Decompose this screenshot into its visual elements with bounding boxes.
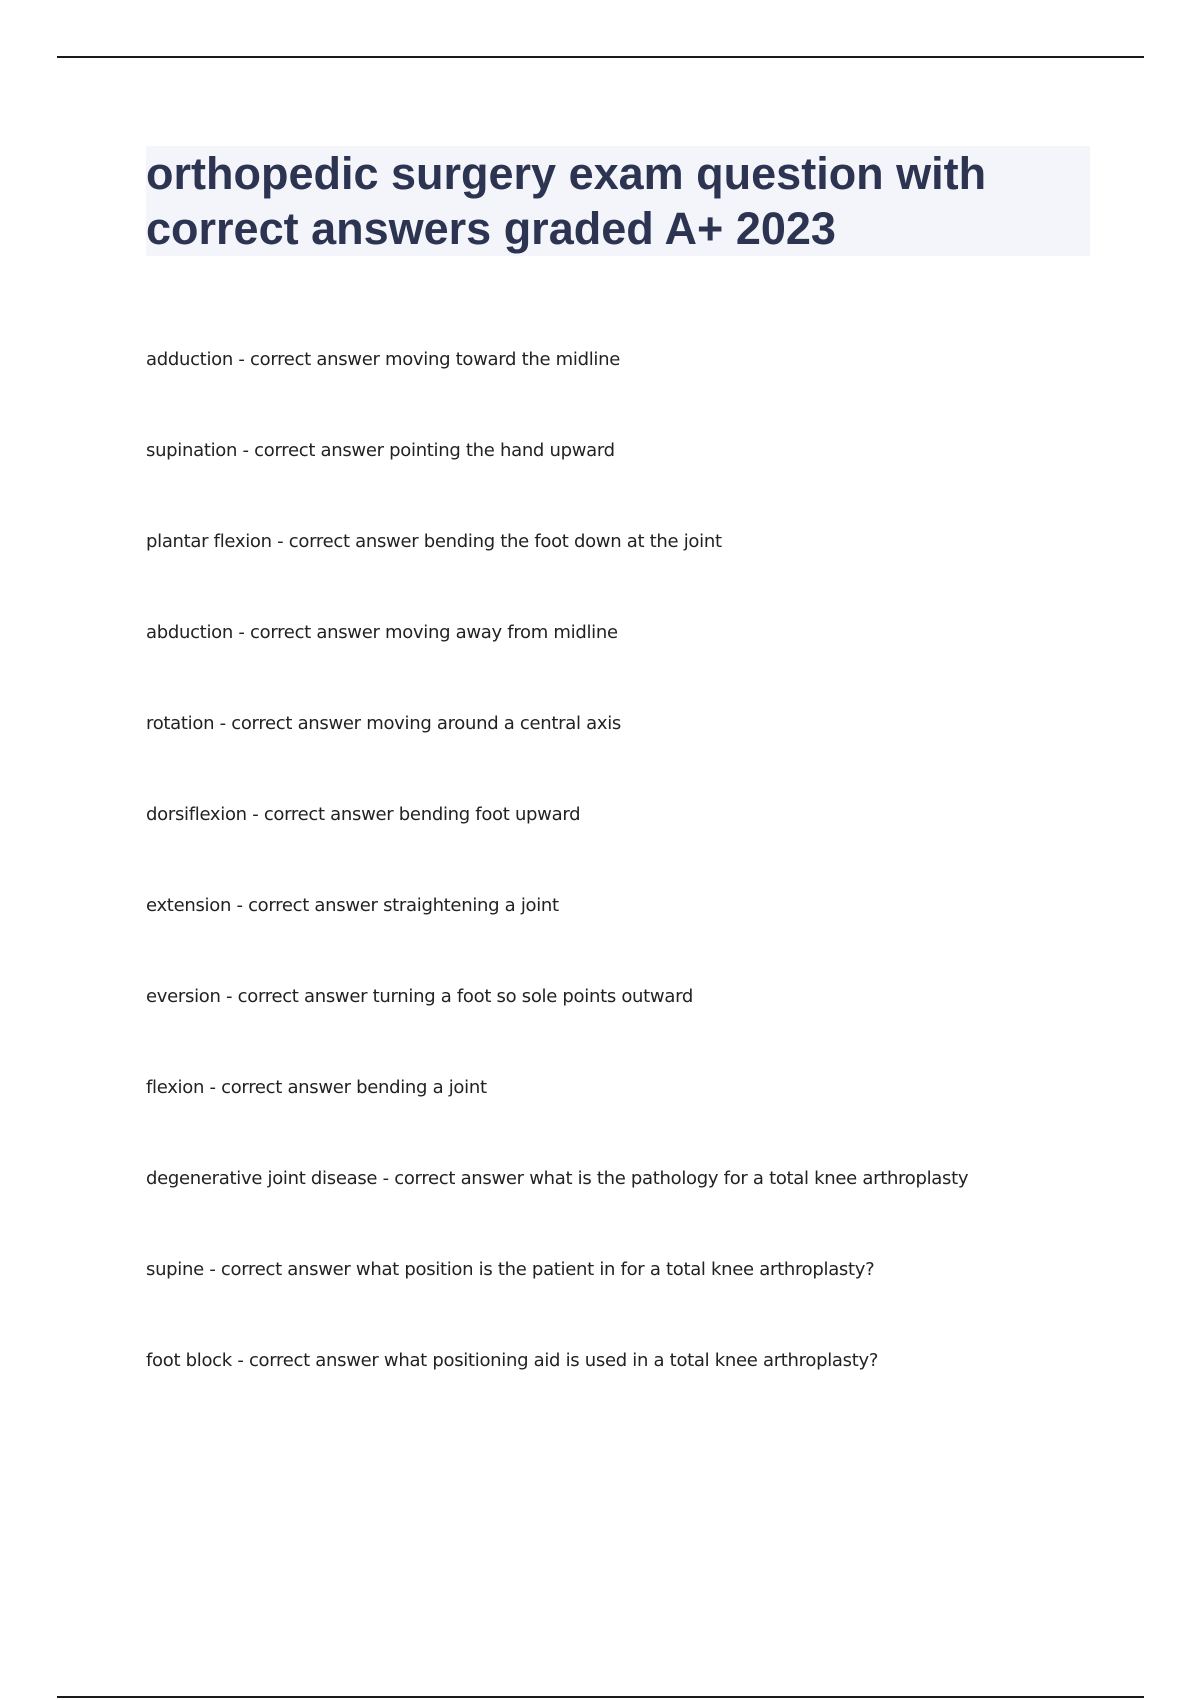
qa-item-extension: extension - correct answer straightening a joint (146, 895, 559, 916)
qa-item-abduction: abduction - correct answer moving away from midline (146, 622, 618, 643)
qa-item-dorsiflexion: dorsiflexion - correct answer bending foot upward (146, 804, 581, 825)
bottom-rule (57, 1696, 1144, 1698)
title-block (146, 146, 1090, 256)
qa-item-flexion: flexion - correct answer bending a joint (146, 1077, 487, 1098)
qa-item-eversion: eversion - correct answer turning a foot so sole points outward (146, 986, 693, 1007)
qa-item-rotation: rotation - correct answer moving around a central axis (146, 713, 621, 734)
qa-item-supine: supine - correct answer what position is the patient in for a total knee arthroplasty? (146, 1259, 875, 1280)
top-rule (57, 56, 1144, 58)
document-title: orthopedic surgery exam question with correct answers graded A+ 2023 (146, 148, 987, 254)
qa-item-foot-block: foot block - correct answer what positioning aid is used in a total knee arthroplasty? (146, 1350, 879, 1371)
qa-item-adduction: adduction - correct answer moving toward the midline (146, 349, 621, 370)
qa-list (146, 346, 1106, 1438)
qa-item-degenerative-joint-disease: degenerative joint disease - correct answer what is the pathology for a total knee arthroplasty (146, 1168, 969, 1189)
qa-item-plantar-flexion: plantar flexion - correct answer bending the foot down at the joint (146, 531, 722, 552)
qa-item-supination: supination - correct answer pointing the hand upward (146, 440, 615, 461)
